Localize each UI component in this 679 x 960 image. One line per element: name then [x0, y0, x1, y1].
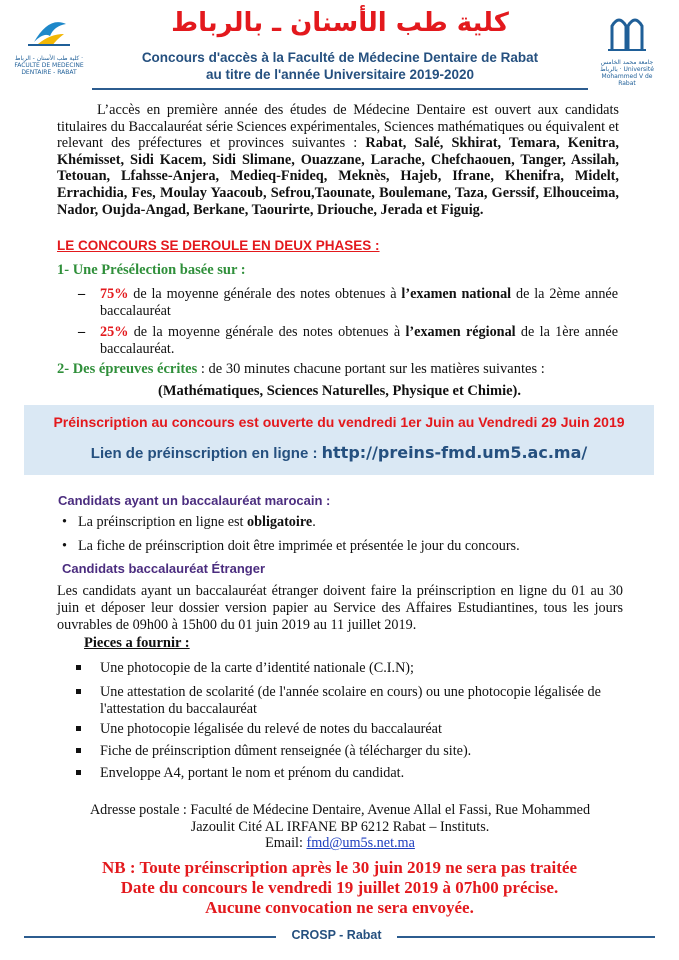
page-subtitle-line1: Concours d'accès à la Faculté de Médecine Dentaire de Rabat: [141, 50, 539, 65]
address-line-1: Adresse postale : Faculté de Médecine Dentaire, Avenue Allal el Fassi, Rue Mohammed: [89, 802, 591, 818]
pieces-heading: Pieces a fournir :: [84, 635, 190, 651]
piece-text: Une photocopie légalisée du relevé de notes du baccalauréat: [100, 721, 442, 737]
item-text: de la moyenne générale des notes obtenues à: [128, 324, 406, 340]
bullet-marker: •: [62, 514, 67, 530]
university-logo-icon: [592, 12, 662, 52]
item-text: La préinscription en ligne est: [78, 514, 248, 530]
header-divider: [92, 88, 588, 90]
preinscription-link-label: Lien de préinscription en ligne :: [90, 445, 322, 462]
item-text-end: de la 1ère année baccalauréat.: [100, 324, 618, 357]
faculty-logo-icon: [14, 12, 84, 48]
percent-value: 75%: [100, 286, 129, 302]
phase2-label: 2- Des épreuves écrites: [57, 361, 198, 377]
footer-divider-left: [24, 936, 276, 938]
email-line: [50, 835, 630, 852]
percent-value: 25%: [100, 324, 129, 340]
etranger-heading: Candidats baccalauréat Étranger: [62, 561, 266, 576]
piece-text: Enveloppe A4, portant le nom et prénom du candidat.: [100, 765, 405, 781]
preinscription-link[interactable]: http://preins-fmd.um5.ac.ma/: [321, 443, 588, 462]
phase1-label: 1- Une Présélection basée sur :: [57, 262, 246, 278]
bullet-marker: •: [62, 538, 67, 554]
faculty-logo: [14, 12, 84, 76]
preinscription-link-line: [24, 443, 654, 462]
phase2-text: : de 30 minutes chacune portant sur les matières suivantes :: [197, 361, 545, 377]
item-text: La fiche de préinscription doit être imprimée et présentée le jour du concours.: [78, 538, 520, 554]
marocain-heading: Candidats ayant un baccalauréat marocain :: [58, 493, 331, 508]
email-label: Email:: [265, 835, 307, 851]
faculty-logo-caption: كلية طب الأسنان - الرباط · FACULTE DE MEDECINE DENTAIRE - RABAT: [14, 55, 84, 76]
item-text-end: .: [312, 514, 316, 530]
square-bullet: [76, 665, 81, 670]
university-logo: [592, 12, 662, 87]
footer-divider-right: [397, 936, 655, 938]
address-line-2: Jazoulit Cité AL IRFANE BP 6212 Rabat – Instituts.: [190, 818, 490, 835]
item-text-end: de la 2ème année baccalauréat: [100, 286, 619, 319]
intro-paragraph: [57, 102, 619, 218]
preinscription-box: [24, 405, 654, 475]
square-bullet: [76, 748, 81, 753]
square-bullet: [76, 770, 81, 775]
item-bold: obligatoire: [247, 514, 313, 530]
item-text: de la moyenne générale des notes obtenues à: [128, 286, 402, 302]
university-logo-caption: جامعة محمد الخامس بالرباط · Université Mohammed V de Rabat: [600, 59, 654, 87]
intro-text: L’accès en première année des études de Médecine Dentaire est ouvert aux candidats titulaires du Baccalauréat série Sciences expérimentales, Sciences mathématiques ou équivalent et relevant des préfectures et provinces suivantes :: [57, 102, 619, 152]
item-bold: l’examen régional: [405, 324, 516, 340]
dash-marker: –: [78, 324, 86, 340]
square-bullet: [76, 726, 81, 731]
page-title-arabic: كلية طب الأسنان ـ بالرباط: [171, 8, 509, 38]
phase2-line: [57, 361, 637, 378]
intro-cities: Rabat, Salé, Skhirat, Temara, Kenitra, Khémisset, Sidi Kacem, Sidi Slimane, Ouazzane, Larache, Chefchaouen, Tanger, Assilah, Tetouan, Lfahsse-Anjera, Medieq-Fnideq, Meknès, Hajeb, Ifrane, Khenifra, Midelt, Errachidia, Fes, Moulay Yaacoub, Sefrou,Taounate, Boulemane, Taza, Gerssif, Elhouceima, Nador, Oujda-Angad, Berkane, Taourirte, Driouche, Jerada et Figuig.: [57, 135, 619, 218]
nb-line-3: Aucune convocation ne sera envoyée.: [205, 898, 474, 917]
square-bullet: [76, 689, 81, 694]
etranger-paragraph: Les candidats ayant un baccalauréat étranger doivent faire la préinscription en ligne du 01 au 30 juin et déposer leur dossier version papier au Service des Affaires Estudiantines, tous les jours ouvrables de 09h00 à 15h00 du 01 juin 2019 au 11 juillet 2019.: [57, 583, 623, 633]
item-bold: l’examen national: [401, 286, 512, 302]
page-subtitle-line2: au titre de l'année Universitaire 2019-2020: [205, 67, 475, 82]
preinscription-dates: Préinscription au concours est ouverte du vendredi 1er Juin au Vendredi 29 Juin 2019: [53, 414, 625, 430]
nb-line-1: NB : Toute préinscription après le 30 juin 2019 ne sera pas traitée: [101, 858, 578, 877]
piece-text: Une attestation de scolarité (de l'année scolaire en cours) ou une photocopie légalisée de l'attestation du baccalauréat: [100, 684, 601, 717]
email-link[interactable]: fmd@um5s.net.ma: [306, 835, 415, 851]
piece-text: Fiche de préinscription dûment renseignée (à télécharger du site).: [100, 743, 472, 759]
phases-heading: LE CONCOURS SE DEROULE EN DEUX PHASES :: [57, 238, 380, 253]
piece-text: Une photocopie de la carte d’identité nationale (C.I.N);: [100, 660, 414, 676]
footer-label: CROSP - Rabat: [291, 928, 382, 942]
postal-address: [50, 802, 630, 852]
dash-marker: –: [78, 286, 86, 302]
subjects-list: (Mathématiques, Sciences Naturelles, Physique et Chimie).: [158, 383, 521, 399]
nb-line-2: Date du concours le vendredi 19 juillet 2019 à 07h00 précise.: [120, 878, 559, 897]
